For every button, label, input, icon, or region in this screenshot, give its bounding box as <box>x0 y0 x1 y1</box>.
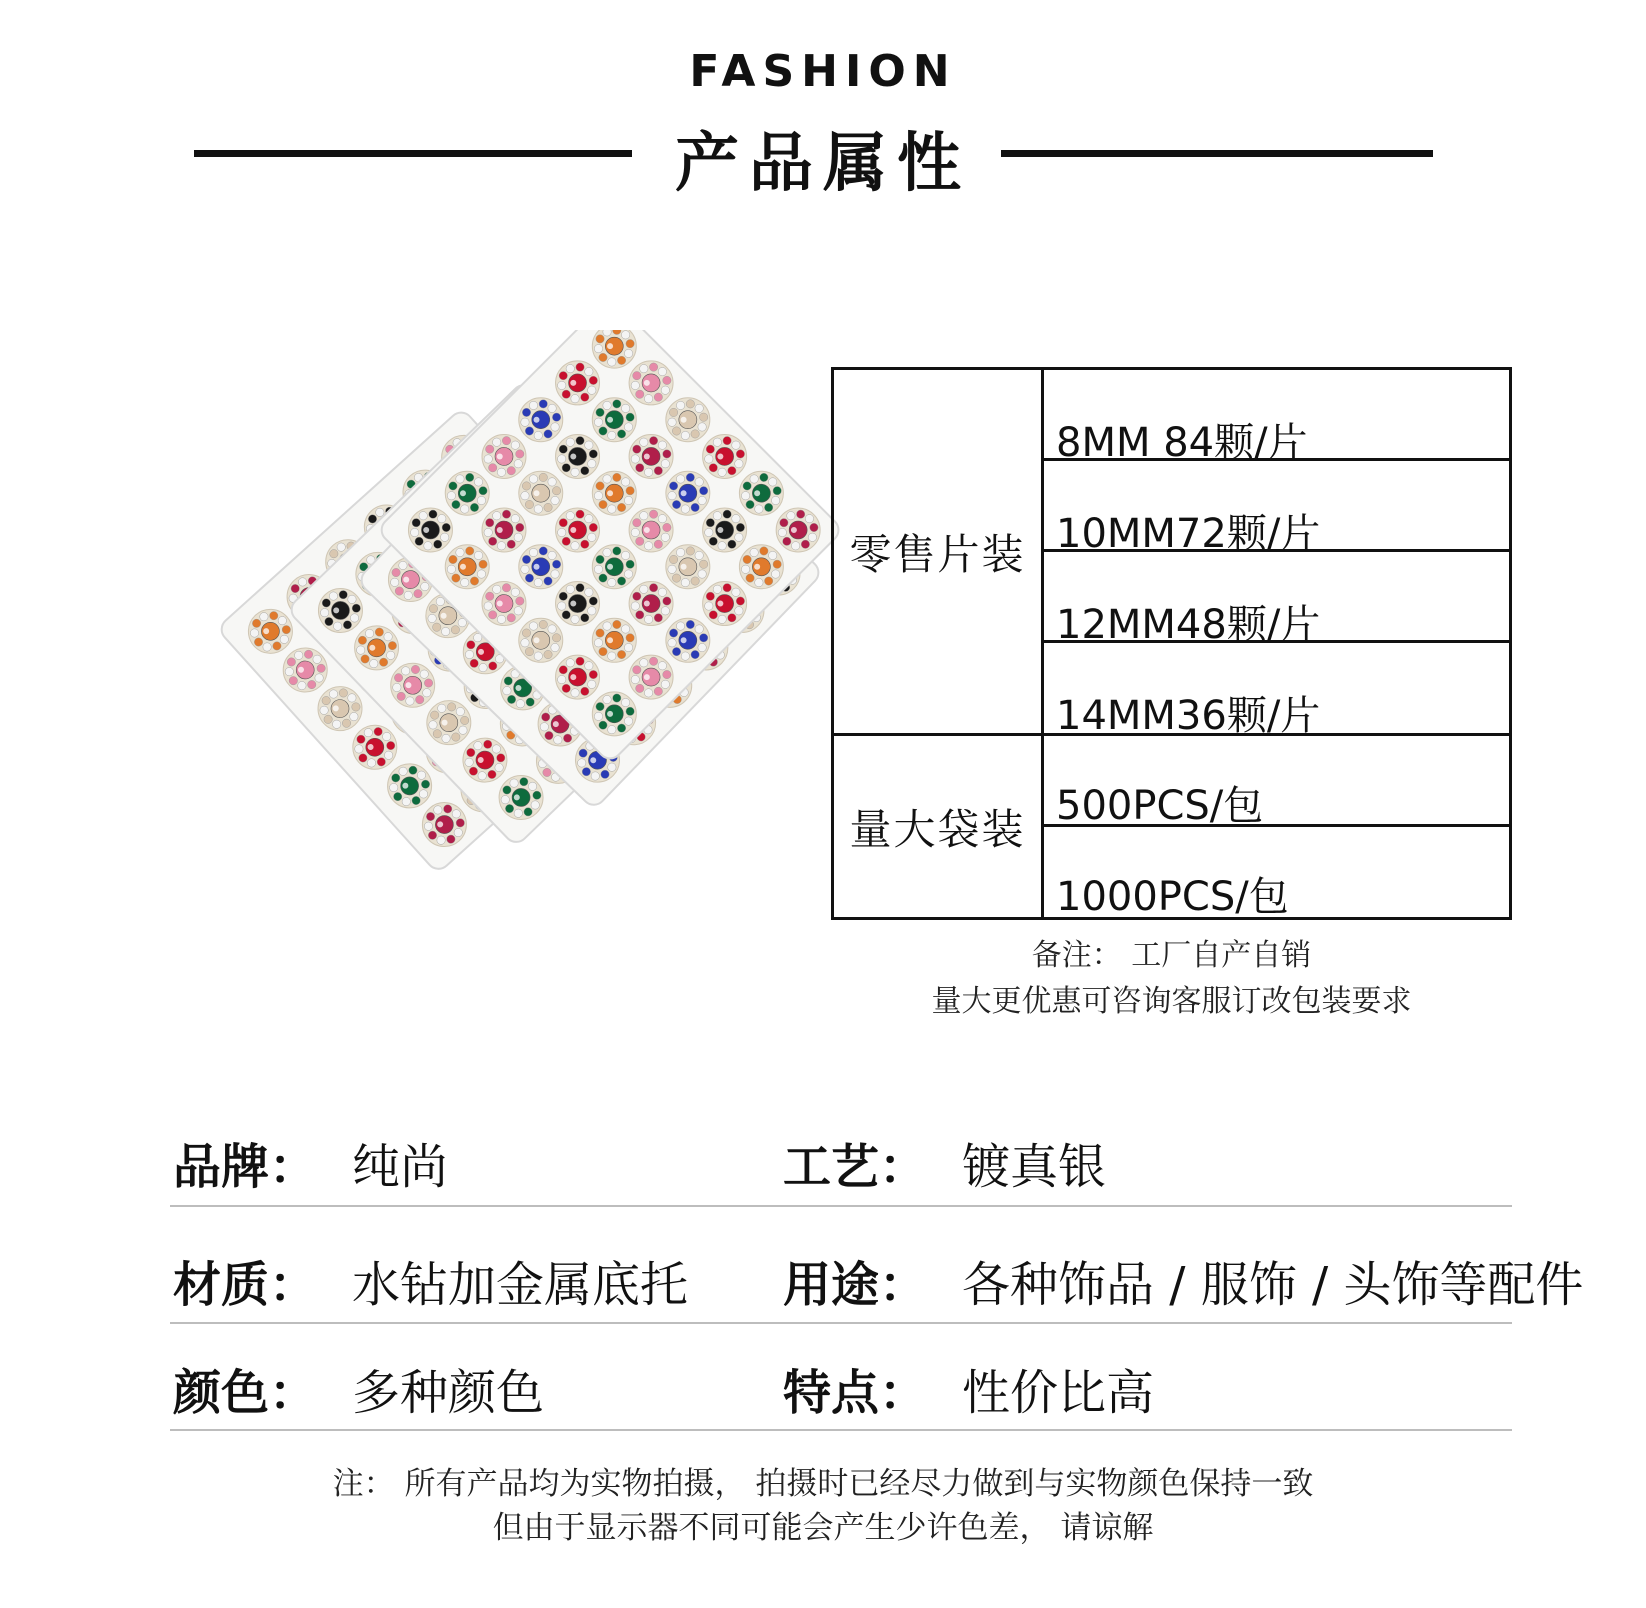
attr-divider <box>170 1205 1512 1207</box>
retail-option-8mm: 8MM 84颗/片 <box>1056 420 1308 466</box>
attr-material-value: 水钻加金属底托 <box>352 1257 689 1313</box>
eyebrow-text: FASHION <box>689 46 957 97</box>
note-line-1: 备注： 工厂自产自销 <box>1031 938 1312 973</box>
attr-feature-key: 特点： <box>783 1365 928 1421</box>
attr-divider <box>170 1322 1512 1324</box>
attr-craft-key: 工艺： <box>783 1139 928 1195</box>
page-title: 产品属性 <box>675 127 971 201</box>
bulk-group-label: 量大袋装 <box>849 804 1026 854</box>
attr-divider <box>170 1429 1512 1431</box>
attr-brand-key: 品牌： <box>173 1139 318 1195</box>
attr-material-key: 材质： <box>173 1257 318 1313</box>
bulk-option-500: 500PCS/包 <box>1056 783 1264 829</box>
attr-craft-value: 镀真银 <box>962 1139 1107 1195</box>
disclaimer-line-2: 但由于显示器不同可能会产生少许色差， 请谅解 <box>492 1510 1154 1546</box>
table-column-divider <box>1041 370 1044 917</box>
disclaimer <box>0 1462 1646 1550</box>
bulk-option-1000: 1000PCS/包 <box>1056 874 1289 920</box>
attr-color-key: 颜色： <box>173 1365 318 1421</box>
retail-option-12mm: 12MM48颗/片 <box>1056 602 1321 648</box>
spec-table <box>831 367 1512 920</box>
attr-brand-value: 纯尚 <box>352 1139 449 1195</box>
product-photo <box>205 330 845 930</box>
rhinestone-sheets <box>217 330 844 874</box>
title-rule-right <box>1001 150 1433 157</box>
disclaimer-line-1: 注： 所有产品均为实物拍摄， 拍摄时已经尽力做到与实物颜色保持一致 <box>332 1466 1314 1502</box>
table-note <box>831 933 1512 1025</box>
retail-option-10mm: 10MM72颗/片 <box>1056 511 1321 557</box>
retail-group-label: 零售片装 <box>849 529 1026 579</box>
attr-feature-value: 性价比高 <box>962 1365 1155 1421</box>
retail-option-14mm: 14MM36颗/片 <box>1056 693 1321 739</box>
attr-color-value: 多种颜色 <box>352 1365 545 1421</box>
note-line-2: 量大更优惠可咨询客服订改包装要求 <box>931 984 1412 1019</box>
attr-usage-value: 各种饰品 / 服饰 / 头饰等配件 <box>962 1257 1584 1313</box>
attr-usage-key: 用途： <box>783 1257 928 1313</box>
